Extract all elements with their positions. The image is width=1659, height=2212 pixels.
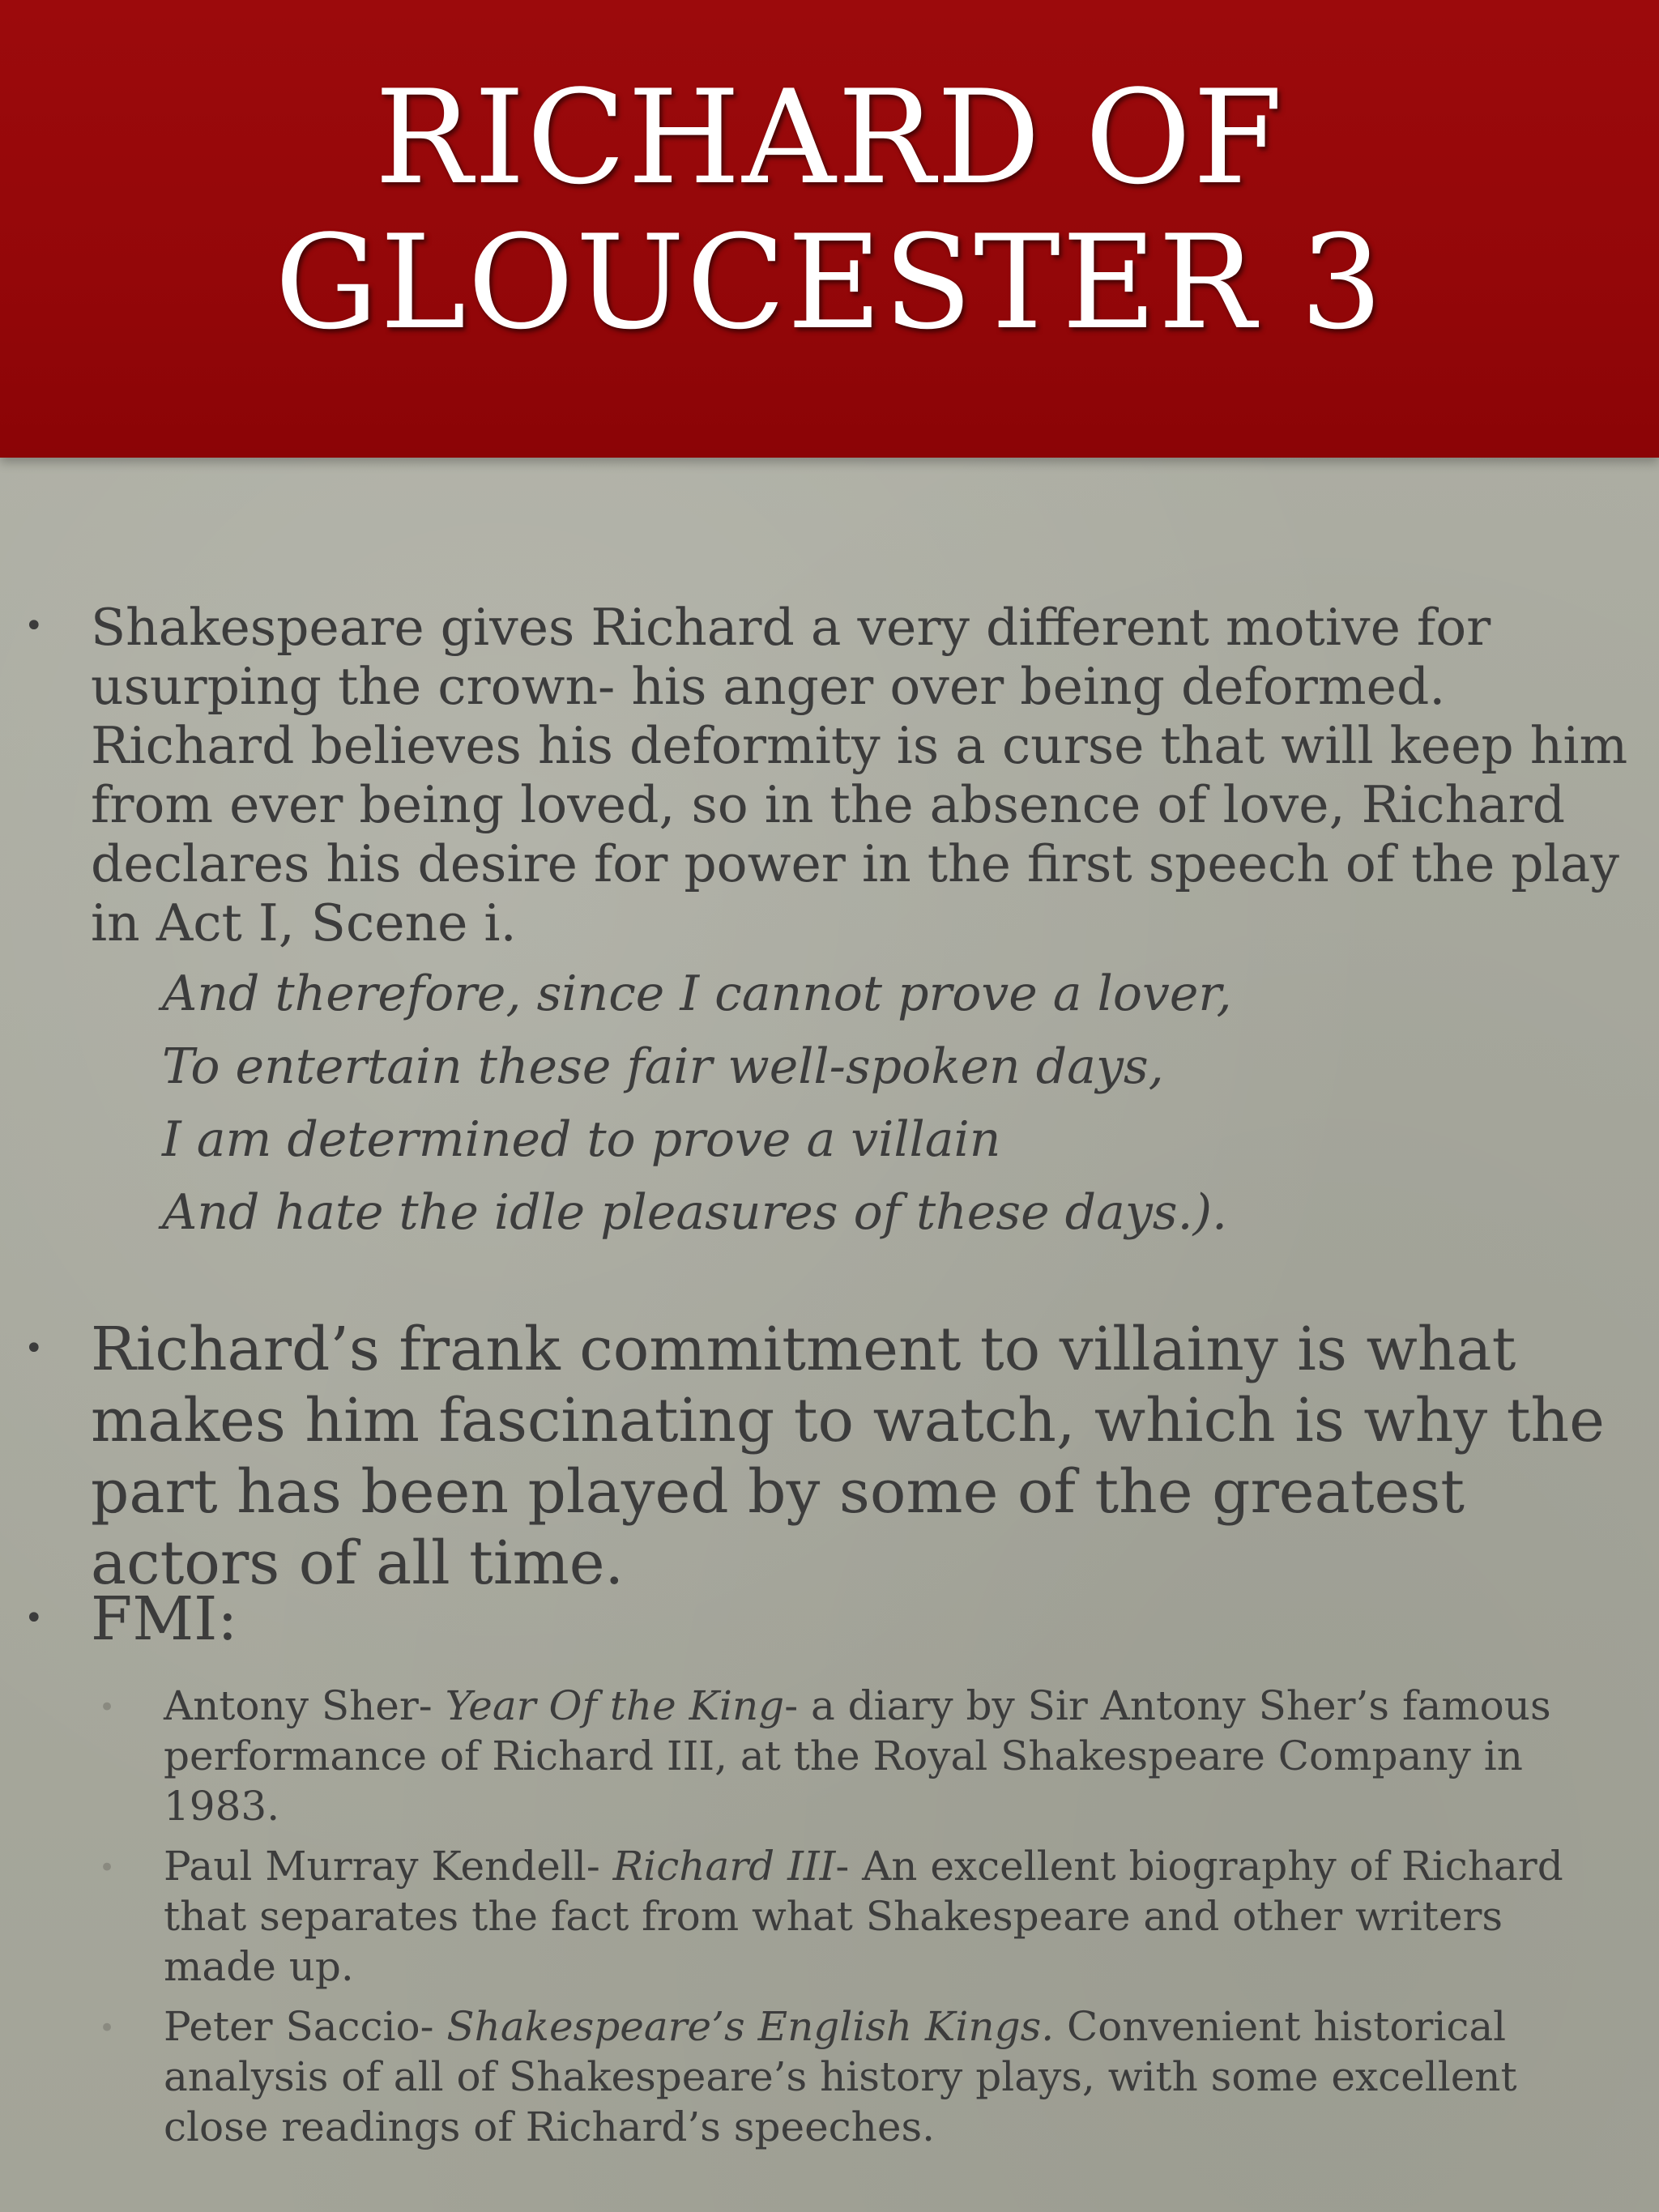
fmi-author: Antony Sher-	[164, 1682, 446, 1729]
sub-bullet-icon: •	[99, 1852, 116, 1884]
fmi-book-title: Richard III	[612, 1843, 836, 1890]
fmi-author: Paul Murray Kendell-	[164, 1843, 613, 1890]
title-line-1: RICHARD OF	[374, 62, 1285, 213]
fmi-description: Convenient historical analysis of all of Shakespeare’s history plays, with some excellent close readings of Richard’s speeches.	[164, 2003, 1517, 2150]
quote-line: And hate the idle pleasures of these days.).	[162, 1184, 1228, 1241]
bullet-icon: •	[24, 607, 44, 645]
sub-bullet-icon: •	[99, 2012, 116, 2044]
fmi-description: - An excellent biography of Richard that separates the fact from what Shakespeare and other writers made up.	[164, 1843, 1563, 1990]
bullet-text: FMI:	[91, 1584, 238, 1654]
quote-line: To entertain these fair well-spoken days,	[162, 1038, 1164, 1095]
bullet-icon: •	[24, 1330, 44, 1367]
sub-bullet-icon: •	[99, 1691, 116, 1724]
list-item	[99, 1841, 1622, 1992]
title-line-2: GLOUCESTER 3	[275, 207, 1384, 359]
fmi-description: - a diary by Sir Antony Sher’s famous performance of Richard III, at the Royal Shakespeare Company in 1983.	[164, 1682, 1551, 1830]
speech-quote	[162, 957, 1539, 1249]
list-item	[99, 1681, 1622, 1831]
bullet-text: Shakespeare gives Richard a very different motive for usurping the crown- his anger over being deformed. Richard believes his deformity is a curse that will keep him from ever being loved, so in the absence of love, Richard declares his desire for power in the first speech of the play in Act I, Scene i.	[91, 598, 1628, 953]
fmi-book-title: Shakespeare’s English Kings.	[446, 2003, 1055, 2050]
bullet-text: Richard’s frank commitment to villainy is what makes him fascinating to watch, which is why the part has been played by some of the greatest actors of all time.	[91, 1315, 1605, 1598]
bullet-icon: •	[24, 1600, 44, 1637]
list-item	[99, 2001, 1622, 2152]
quote-line: And therefore, since I cannot prove a lover,	[162, 965, 1232, 1022]
quote-line: I am determined to prove a villain	[162, 1111, 1001, 1168]
fmi-author: Peter Saccio-	[164, 2003, 447, 2050]
fmi-book-title: Year Of the King	[445, 1682, 785, 1729]
fmi-list	[99, 1681, 1622, 2162]
